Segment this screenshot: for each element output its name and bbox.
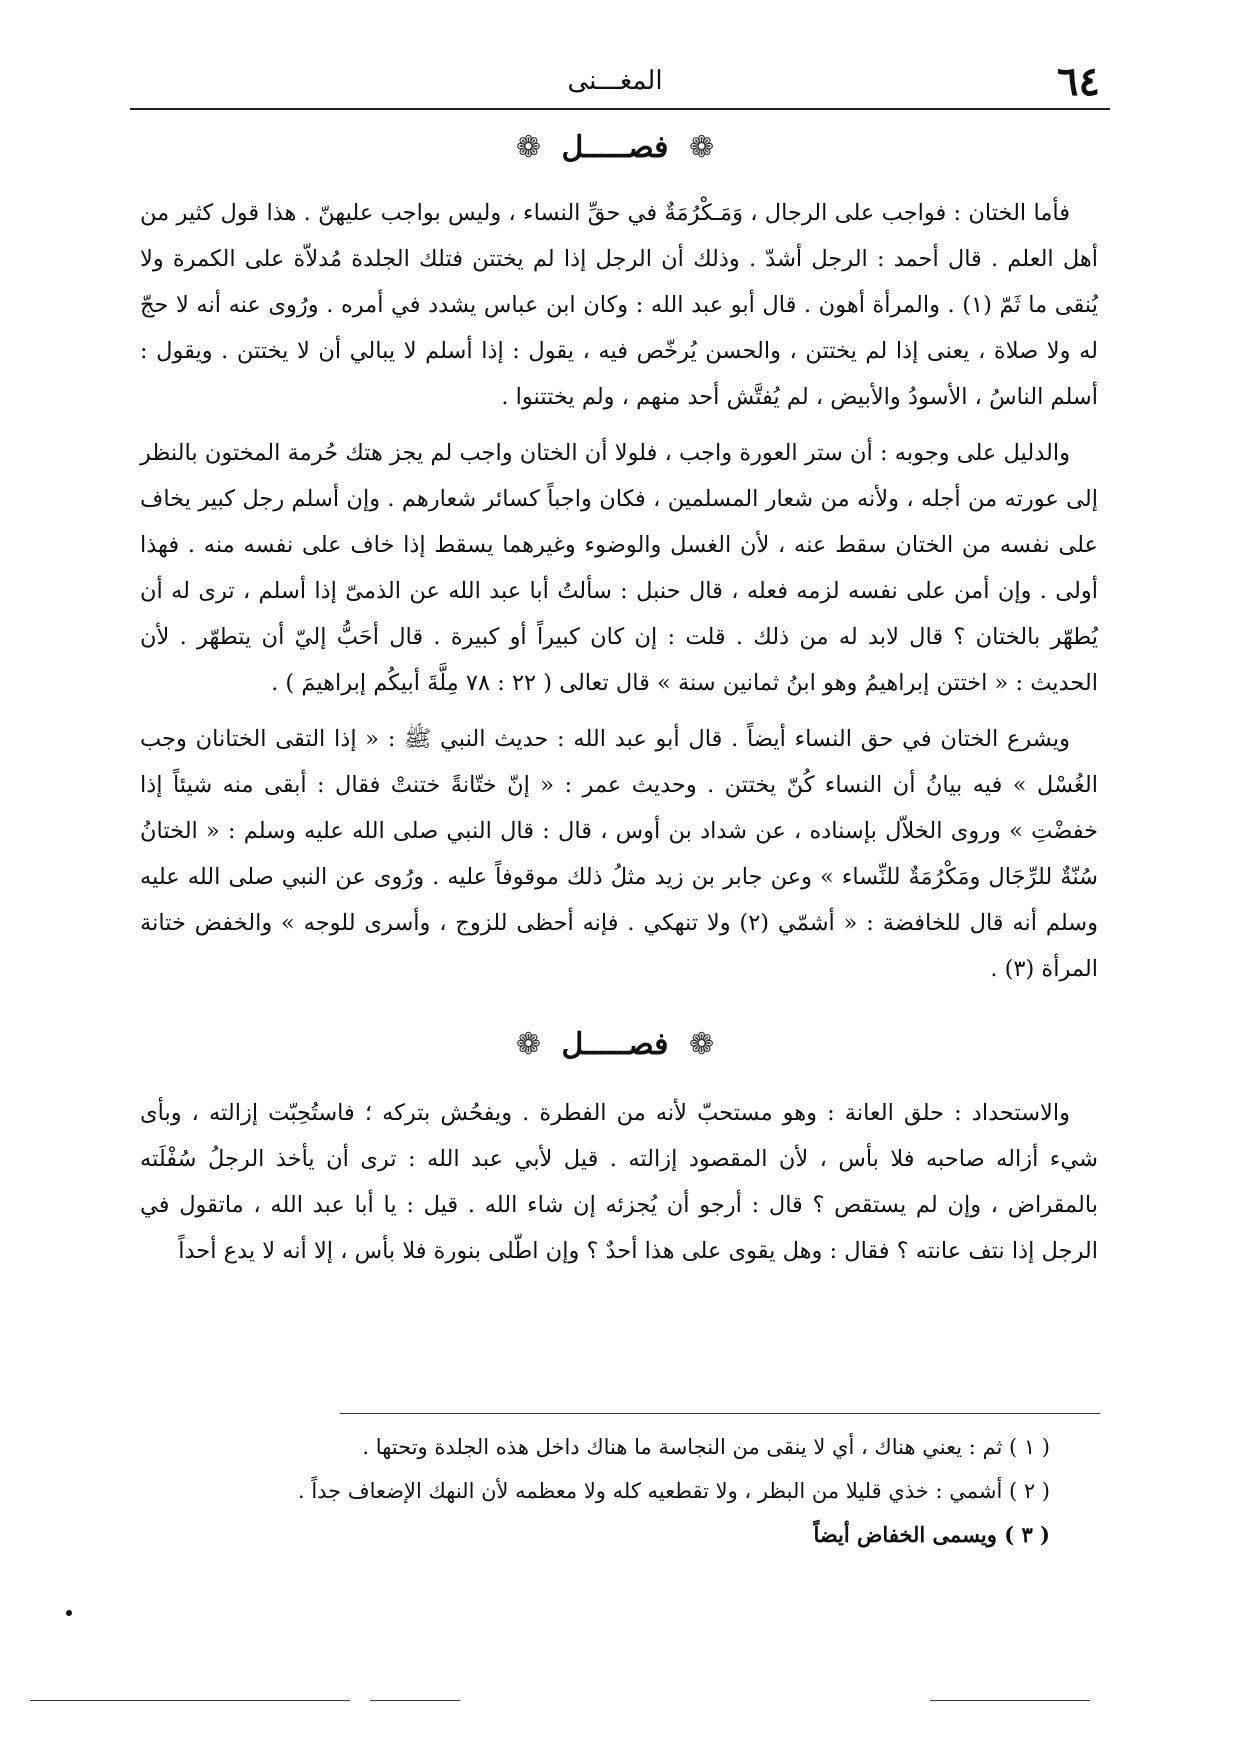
paragraph: والدليل على وجوبه : أن ستر العورة واجب ، فلولا أن الختان واجب لم يجز هتك حُرمة المختون بالنظر إلى عورته من أجله ، ولأنه من شعار المسلمين ، فكان واجباً كسائر شعارهم . وإن أسلم رجل كبير يخاف على نفسه من الختان سقط عنه ، لأن الغسل والوضوء وغيرهما يسقط إذا خاف على نفسه منه . فهذا أولى . وإن أمن على نفسه لزمه فعله ، قال حنبل : سألتُ أبا عبد الله عن الذمىّ إذا أسلم ، ترى له أن يُطهّر بالختان ؟ قال لابد له من ذلك . قلت : إن كان كبيراً أو كبيرة . قال أحَبُّ إليّ أن يتطهّر . لأن الحديث : « اختتن إبراهيمُ وهو ابنُ ثمانين سنة » قال تعالى ( ٢٢ : ٧٨ مِلَّةَ أبيكُم إبراهيمَ ) . [140, 440, 1098, 696]
bottom-rule [370, 1700, 460, 1701]
footnote-1: ( ١ ) ثم : يعني هناك ، أي لا ينقى من النجاسة ما هناك داخل هذه الجلدة وتحتها . [362, 1435, 1050, 1459]
paragraph: فأما الختان : فواجب على الرجال ، وَمَـكْرُمَةٌ في حقِّ النساء ، وليس بواجب عليهنّ . هذا قول كثير من أهل العلم . قال أحمد : الرجل أشدّ . وذلك أن الرجل إذا لم يختتن فتلك الجلدة مُدلاّة على الكمرة ولا يُنقى ما ثَمّ (١) . والمرأة أهون . قال أبو عبد الله : وكان ابن عباس يشدد في أمره . ورُوى عنه أنه لا حجّ له ولا صلاة ، يعنى إذا لم يختتن ، والحسن يُرخّص فيه ، يقول : إذا أسلم لا يبالي أن لا يختتن . ويقول : أسلم الناسُ ، الأسودُ والأبيض ، لم يُفتَّش أحد منهم ، ولم يختتنوا . [140, 200, 1098, 410]
ink-dot [66, 1610, 72, 1616]
footnote-3: ( ٣ ) ويسمى الخفاض أيضاً [813, 1522, 1050, 1547]
section-heading-2 [130, 1027, 1100, 1062]
paragraph: والاستحداد : حلق العانة : وهو مستحبّ لأنه من الفطرة . ويفحُش بتركه ؛ فاستُحِبّت إزالته ، وبأى شيء أزاله صاحبه فلا بأس ، لأن المقصود إزالته . قيل لأبي عبد الله : ترى أن يأخذ الرجلُ سُفْلَته بالمقراض ، وإن لم يستقص ؟ قال : أرجو أن يُجزئه إن شاء الله . قيل : يا أبا عبد الله ، ماتقول في الرجل إذا نتف عانته ؟ فقال : وهل يقوى على هذا أحدٌ ؟ وإن اطّلى بنورة فلا بأس ، إلا أنه لا يدع أحداً [140, 1100, 1098, 1264]
paragraph: ويشرع الختان في حق النساء أيضاً . قال أبو عبد الله : حديث النبي ﷺ : « إذا التقى الختانان وجب الغُسْل » فيه بيانُ أن النساء كُنّ يختتن . وحديث عمر : « إنّ ختّانةً ختنتْ فقال : أبقى منه شيئاً إذا خفضْتِ » وروى الخلاّل بإسناده ، عن شداد بن أوس ، قال : قال النبي صلى الله عليه وسلم : « الختانُ سُنّةٌ للرِّجَال ومَكْرُمَةٌ للنِّساء » وعن جابر بن زيد مثلُ ذلك موقوفاً عليه . ورُوى عن النبي صلى الله عليه وسلم أنه قال للخافضة : « أشمّي (٢) ولا تنهكي . فإنه أحظى للزوج ، وأسرى للوجه » والخفض ختانة المرأة (٣) . [140, 726, 1098, 982]
section-heading-text: فصـــــل [561, 130, 669, 165]
section-1-body [140, 190, 1098, 1002]
footnotes [140, 1425, 1090, 1557]
ornament-icon: ❁ [688, 1027, 715, 1062]
ornament-icon: ❁ [515, 1027, 542, 1062]
page-header [130, 58, 1100, 108]
footnote-rule [340, 1413, 1100, 1414]
bottom-rule [930, 1700, 1090, 1701]
page-number: ٦٤ [1057, 58, 1100, 105]
section-heading-1 [130, 130, 1100, 165]
section-2-body [140, 1090, 1098, 1284]
ornament-icon: ❁ [688, 130, 715, 165]
footnote-2: ( ٢ ) أشمي : خذي قليلا من البظر ، ولا تقطعيه كله ولا معظمه لأن النهك الإضعاف جداً . [297, 1479, 1050, 1503]
section-heading-text: فصـــــل [561, 1027, 669, 1062]
bottom-rule [30, 1700, 350, 1701]
running-title: المغـــنى [567, 66, 663, 96]
ornament-icon: ❁ [515, 130, 542, 165]
header-rule [130, 108, 1110, 110]
